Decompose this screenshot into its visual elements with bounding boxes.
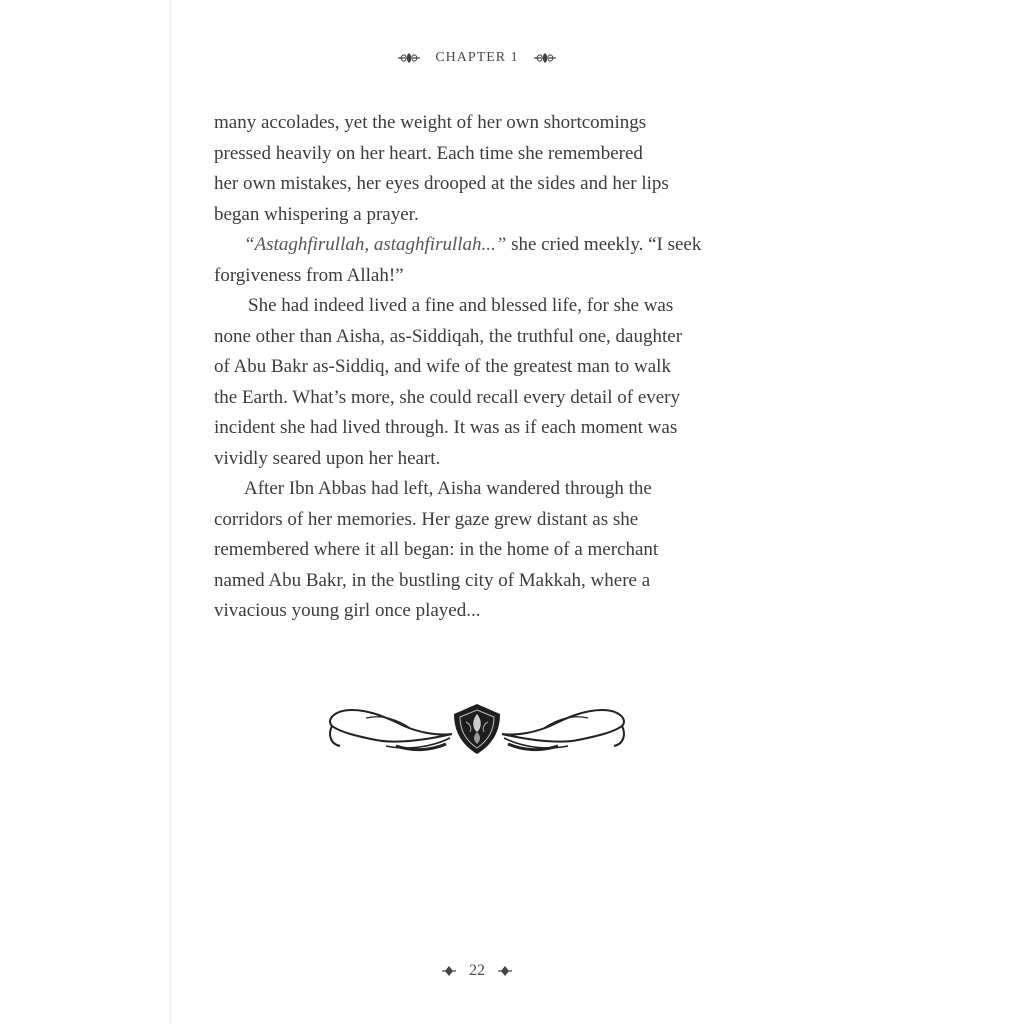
text-line: She had indeed lived a fine and blessed life, for she was bbox=[248, 295, 674, 316]
fleuron-left-icon bbox=[441, 964, 457, 978]
page-edge bbox=[170, 0, 171, 1024]
page-footer bbox=[0, 962, 954, 980]
fleuron-right-icon bbox=[533, 51, 557, 65]
quote-italic: “Astaghfirullah, astaghfirullah...” bbox=[244, 234, 507, 255]
fleuron-right-icon bbox=[497, 964, 513, 978]
ornamental-divider-icon bbox=[326, 700, 628, 758]
quote-line bbox=[214, 230, 774, 261]
text-line: none other than Aisha, as-Siddiqah, the truthful one, daughter bbox=[214, 325, 683, 347]
text-line: of Abu Bakr as-Siddiq, and wife of the greatest man to walk bbox=[214, 356, 671, 377]
text-line: After Ibn Abbas had left, Aisha wandered through the bbox=[244, 478, 652, 499]
text-line: pressed heavily on her heart. Each time she remembered bbox=[214, 142, 643, 164]
text-line: her own mistakes, her eyes drooped at the sides and her lips bbox=[214, 173, 669, 194]
fleuron-left-icon bbox=[397, 51, 421, 65]
text-line: the Earth. What’s more, she could recall every detail of every bbox=[214, 386, 681, 408]
body-text bbox=[214, 108, 774, 627]
text-line: vividly seared upon her heart. bbox=[214, 447, 441, 469]
text-line: remembered where it all began: in the home of a merchant bbox=[214, 539, 659, 560]
text-line: forgiveness from Allah!” bbox=[214, 264, 404, 286]
page-number: 22 bbox=[469, 962, 485, 979]
text-line: named Abu Bakr, in the bustling city of Makkah, where a bbox=[214, 569, 651, 591]
text-line: incident she had lived through. It was as if each moment was bbox=[214, 417, 678, 438]
text-line: began whispering a prayer. bbox=[214, 203, 419, 225]
text-line: many accolades, yet the weight of her own shortcomings bbox=[214, 112, 647, 133]
chapter-title: CHAPTER 1 bbox=[435, 50, 519, 65]
chapter-header bbox=[0, 50, 954, 66]
text-line: vivacious young girl once played... bbox=[214, 600, 481, 621]
quote-rest: she cried meekly. “I seek bbox=[506, 234, 702, 255]
text-line: corridors of her memories. Her gaze grew distant as she bbox=[214, 508, 639, 530]
